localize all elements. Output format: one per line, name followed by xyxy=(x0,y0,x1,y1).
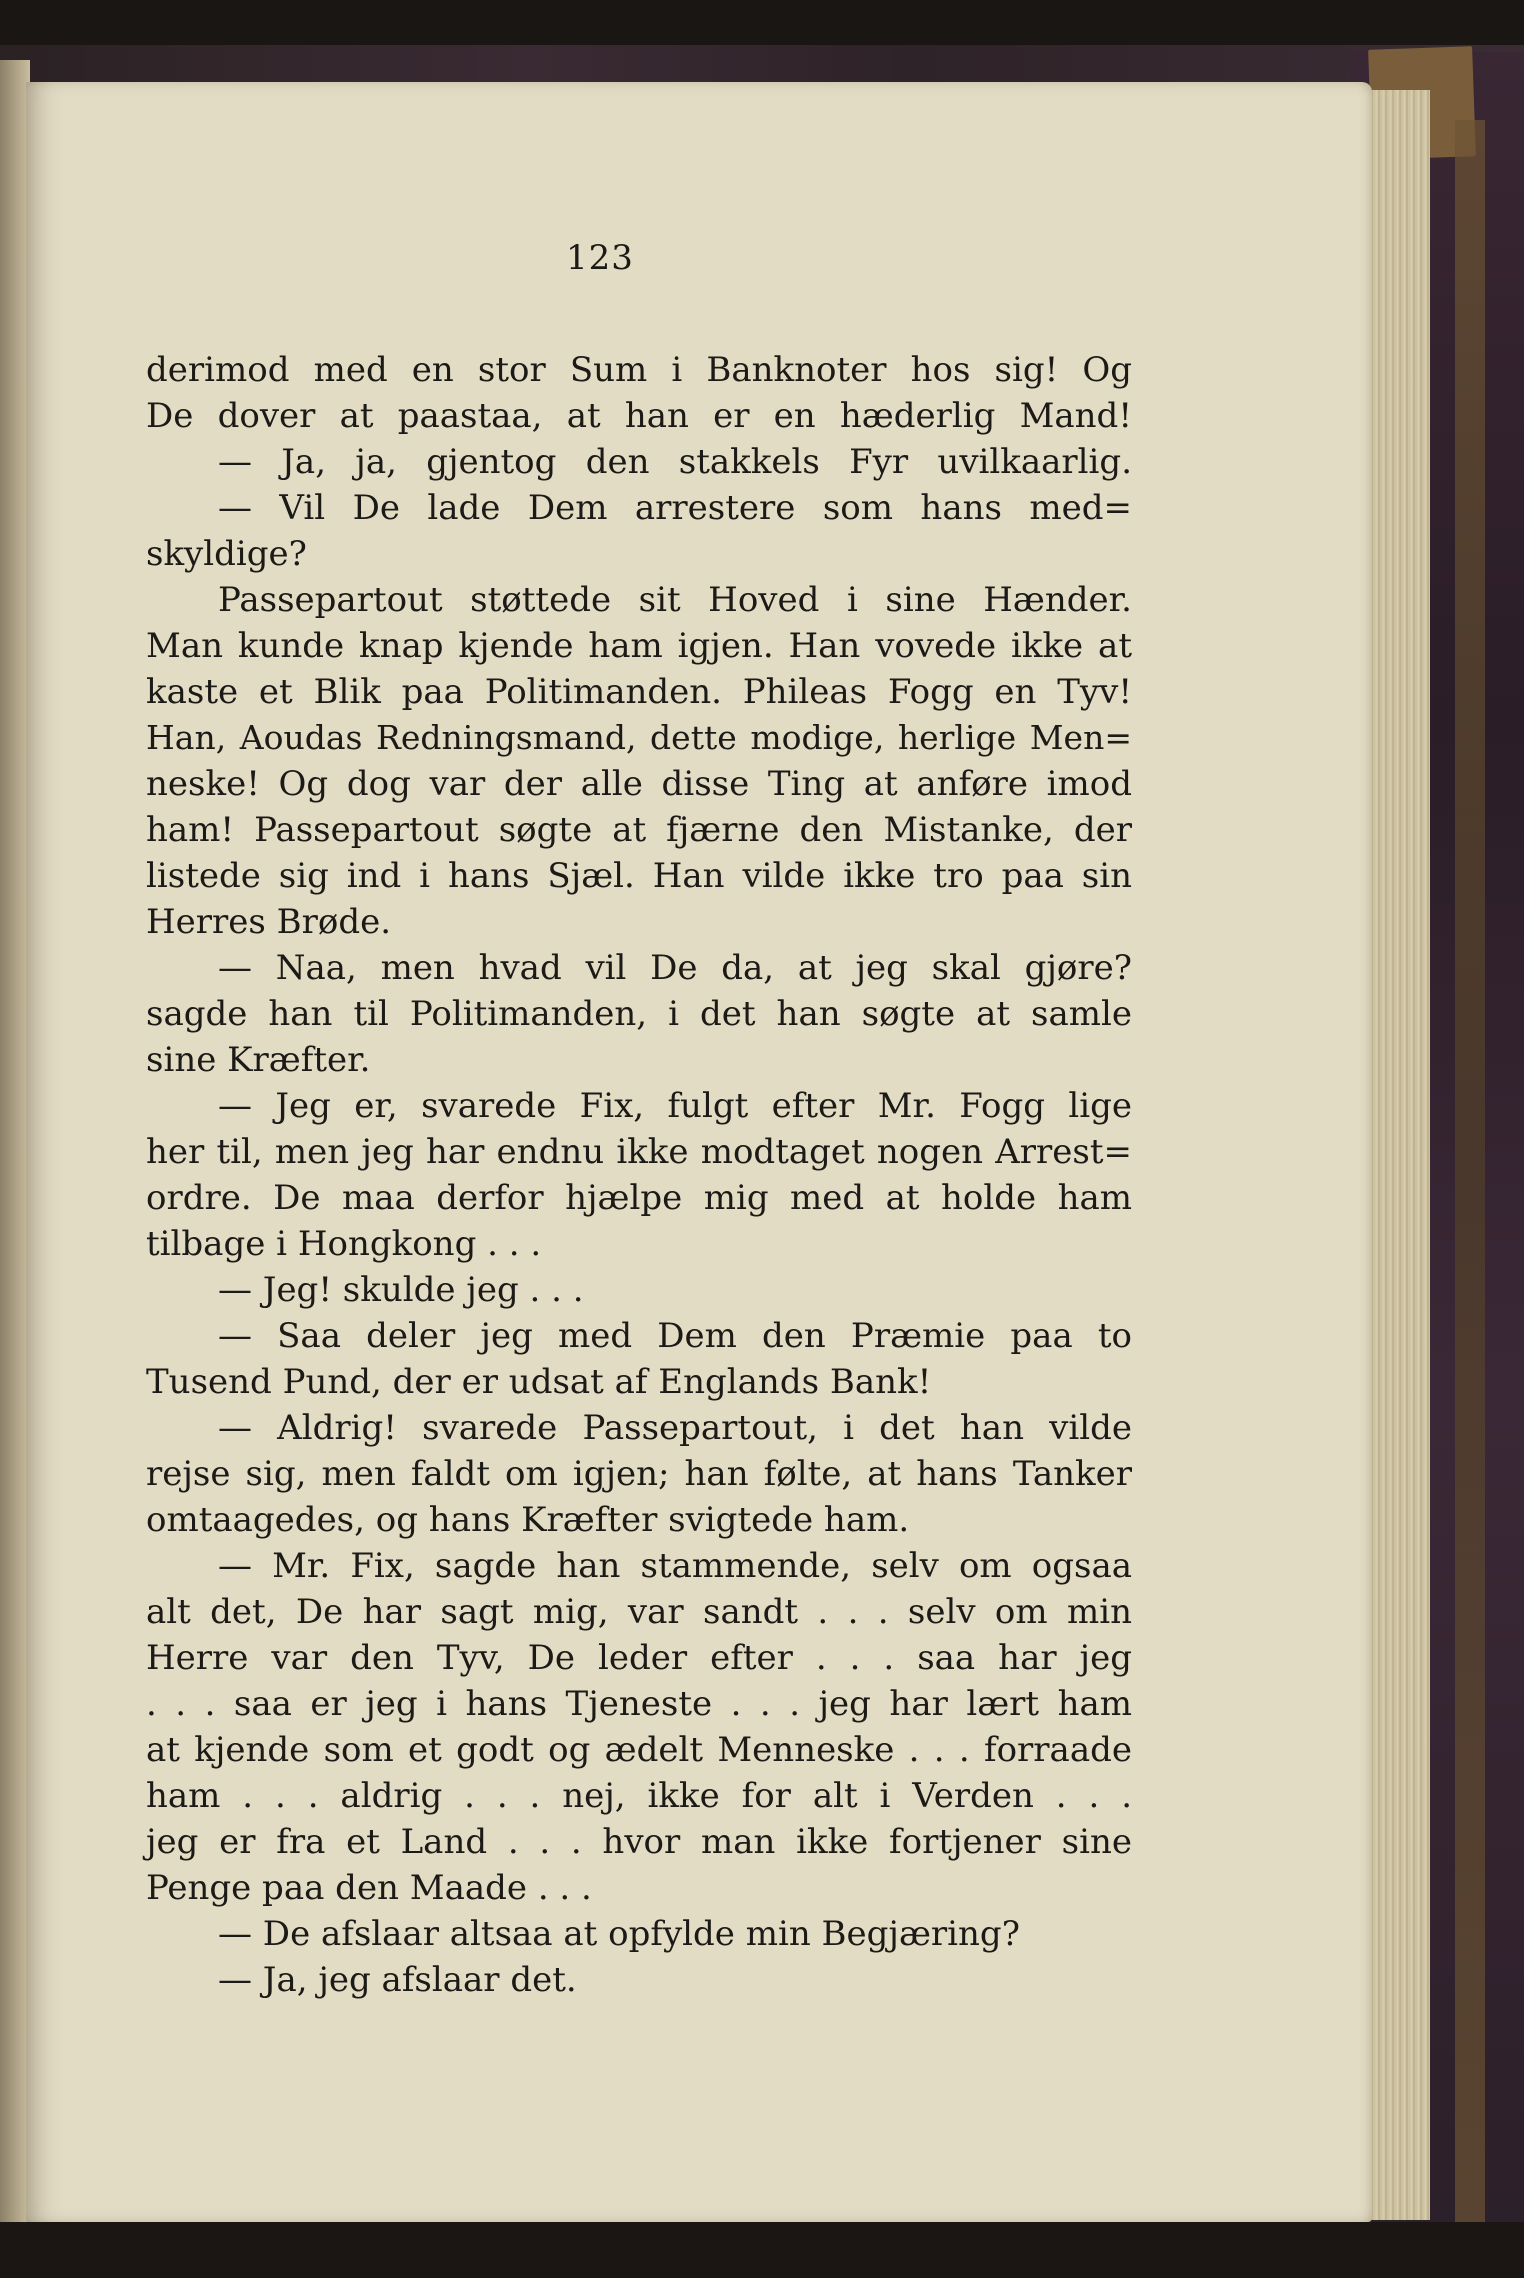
text-line: — Mr. Fix, sagde han stammende, selv om ogsaa xyxy=(218,1546,1132,1586)
text-line: ham! Passepartout søgte at fjærne den Mistanke, der xyxy=(146,810,1132,850)
text-line: tilbage i Hongkong . . . xyxy=(146,1224,542,1264)
text-line: rejse sig, men faldt om igjen; han følte, at hans Tanker xyxy=(146,1454,1132,1494)
page-number: 123 xyxy=(566,238,634,278)
text-line: ordre. De maa derfor hjælpe mig med at holde ham xyxy=(146,1178,1132,1218)
text-line: sine Kræfter. xyxy=(146,1040,371,1080)
text-line: — Aldrig! svarede Passepartout, i det han vilde xyxy=(218,1408,1132,1448)
text-line: omtaagedes, og hans Kræfter svigtede ham. xyxy=(146,1500,910,1540)
text-line: her til, men jeg har endnu ikke modtaget nogen Arrest= xyxy=(146,1132,1132,1172)
text-line: De dover at paastaa, at han er en hæderlig Mand! xyxy=(146,396,1132,436)
text-line: — Jeg er, svarede Fix, fulgt efter Mr. Fogg lige xyxy=(218,1086,1132,1126)
text-line: neske! Og dog var der alle disse Ting at anføre imod xyxy=(146,764,1132,804)
text-line: Penge paa den Maade . . . xyxy=(146,1868,592,1908)
text-line: — Vil De lade Dem arrestere som hans med= xyxy=(218,488,1132,528)
text-line: — Saa deler jeg med Dem den Præmie paa to xyxy=(218,1316,1132,1356)
text-line: at kjende som et godt og ædelt Menneske . . . forraade xyxy=(146,1730,1132,1770)
text-line: — Ja, jeg afslaar det. xyxy=(218,1960,577,2000)
text-line: skyldige? xyxy=(146,534,307,574)
text-line: — De afslaar altsaa at opfylde min Begjæring? xyxy=(218,1914,1020,1954)
text-line: jeg er fra et Land . . . hvor man ikke fortjener sine xyxy=(146,1822,1132,1862)
text-line: derimod med en stor Sum i Banknoter hos sig! Og xyxy=(146,350,1132,390)
text-line: listede sig ind i hans Sjæl. Han vilde ikke tro paa sin xyxy=(146,856,1132,896)
text-line: Passepartout støttede sit Hoved i sine Hænder. xyxy=(218,580,1132,620)
text-line: Herres Brøde. xyxy=(146,902,392,942)
text-line: ham . . . aldrig . . . nej, ikke for alt i Verden . . . xyxy=(146,1776,1132,1816)
text-line: — Ja, ja, gjentog den stakkels Fyr uvilkaarlig. xyxy=(218,442,1132,482)
text-line: — Jeg! skulde jeg . . . xyxy=(218,1270,584,1310)
text-line: Herre var den Tyv, De leder efter . . . saa har jeg xyxy=(146,1638,1132,1678)
text-line: alt det, De har sagt mig, var sandt . . . selv om min xyxy=(146,1592,1132,1632)
text-line: Han, Aoudas Redningsmand, dette modige, herlige Men= xyxy=(146,718,1132,757)
text-line: . . . saa er jeg i hans Tjeneste . . . jeg har lært ham xyxy=(146,1684,1132,1724)
text-line: sagde han til Politimanden, i det han søgte at samle xyxy=(146,994,1132,1034)
text-line: — Naa, men hvad vil De da, at jeg skal gjøre? xyxy=(218,948,1132,988)
text-line: Tusend Pund, der er udsat af Englands Bank! xyxy=(146,1362,932,1402)
text-line: kaste et Blik paa Politimanden. Phileas Fogg en Tyv! xyxy=(146,672,1132,712)
text-line: Man kunde knap kjende ham igjen. Han vovede ikke at xyxy=(146,626,1132,666)
